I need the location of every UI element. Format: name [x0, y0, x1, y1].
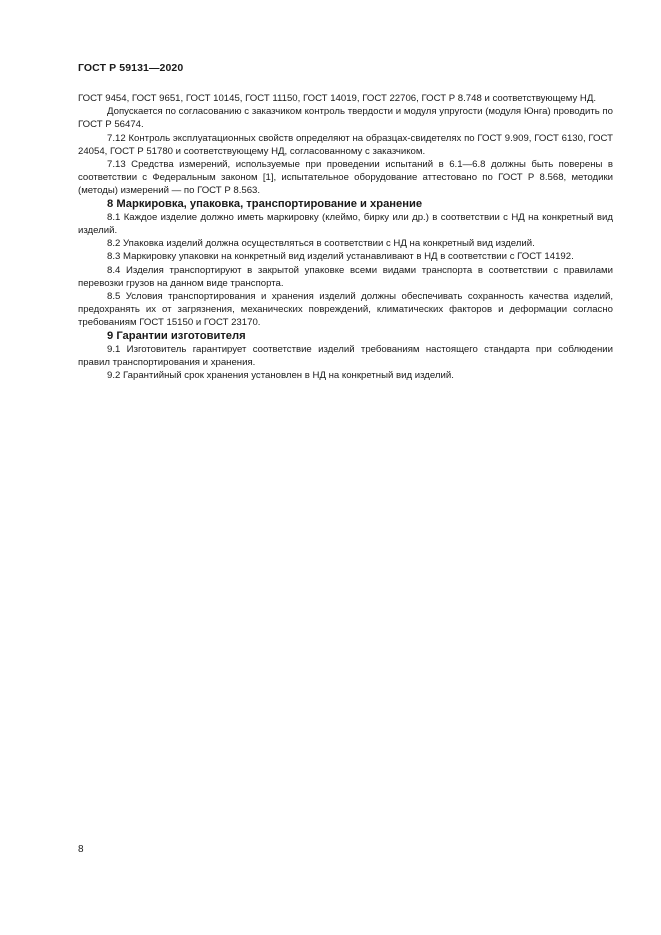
section-8-title: 8 Маркировка, упаковка, транспортирование и хранение: [107, 197, 423, 210]
paragraph-9-1: 9.1 Изготовитель гарантирует соответствие изделий требованиям настоящего стандарта при соблюдении правил транспортирования и хранения.: [78, 343, 613, 369]
paragraph-7-13: 7.13 Средства измерений, используемые при проведении испытаний в 6.1—6.8 должны быть поверены в соответствии с Федеральным законом [1], испытательное оборудование аттестовано по ГОСТ Р 8.568, методики (методы) измерений — по ГОСТ Р 8.563.: [78, 159, 613, 197]
paragraph-hardness: Допускается по согласованию с заказчиком контроль твердости и модуля упругости (модуля Юнга) проводить по ГОСТ Р 56474.: [78, 106, 613, 131]
paragraph-7-12: 7.12 Контроль эксплуатационных свойств определяют на образцах-свидетелях по ГОСТ 9.909, ГОСТ 6130, ГОСТ 24054, ГОСТ Р 51780 и соответствующему НД, согласованному с заказчиком.: [78, 132, 613, 157]
paragraph-continuation: ГОСТ 9454, ГОСТ 9651, ГОСТ 10145, ГОСТ 11150, ГОСТ 14019, ГОСТ 22706, ГОСТ Р 8.748 и соответствующему НД.: [78, 93, 596, 104]
document-body: [78, 92, 613, 382]
paragraph-9-2: 9.2 Гарантийный срок хранения установлен в НД на конкретный вид изделий.: [107, 370, 454, 382]
section-9-title: 9 Гарантии изготовителя: [107, 329, 246, 342]
paragraph-8-1: 8.1 Каждое изделие должно иметь маркировку (клеймо, бирку или др.) в соответствии с НД на конкретный вид изделий.: [78, 211, 613, 237]
paragraph-8-3: 8.3 Маркировку упаковки на конкретный вид изделий устанавливают в НД в соответствии с ГОСТ 14192.: [107, 251, 574, 263]
paragraph-8-2: 8.2 Упаковка изделий должна осуществляться в соответствии с НД на конкретный вид изделий.: [107, 238, 535, 250]
paragraph-8-4: 8.4 Изделия транспортируют в закрытой упаковке всеми видами транспорта в соответствии с правилами перевозки грузов на данном виде транспорта.: [78, 264, 613, 289]
page-number: 8: [78, 844, 84, 855]
paragraph-8-5: 8.5 Условия транспортирования и хранения изделий должны обеспечивать сохранность качества изделий, предохранять их от загрязнения, механических повреждений, климатических факторов и деформации согласно требованиям ГОСТ 15150 и ГОСТ 23170.: [78, 291, 613, 329]
document-header: ГОСТ Р 59131—2020: [78, 62, 184, 74]
